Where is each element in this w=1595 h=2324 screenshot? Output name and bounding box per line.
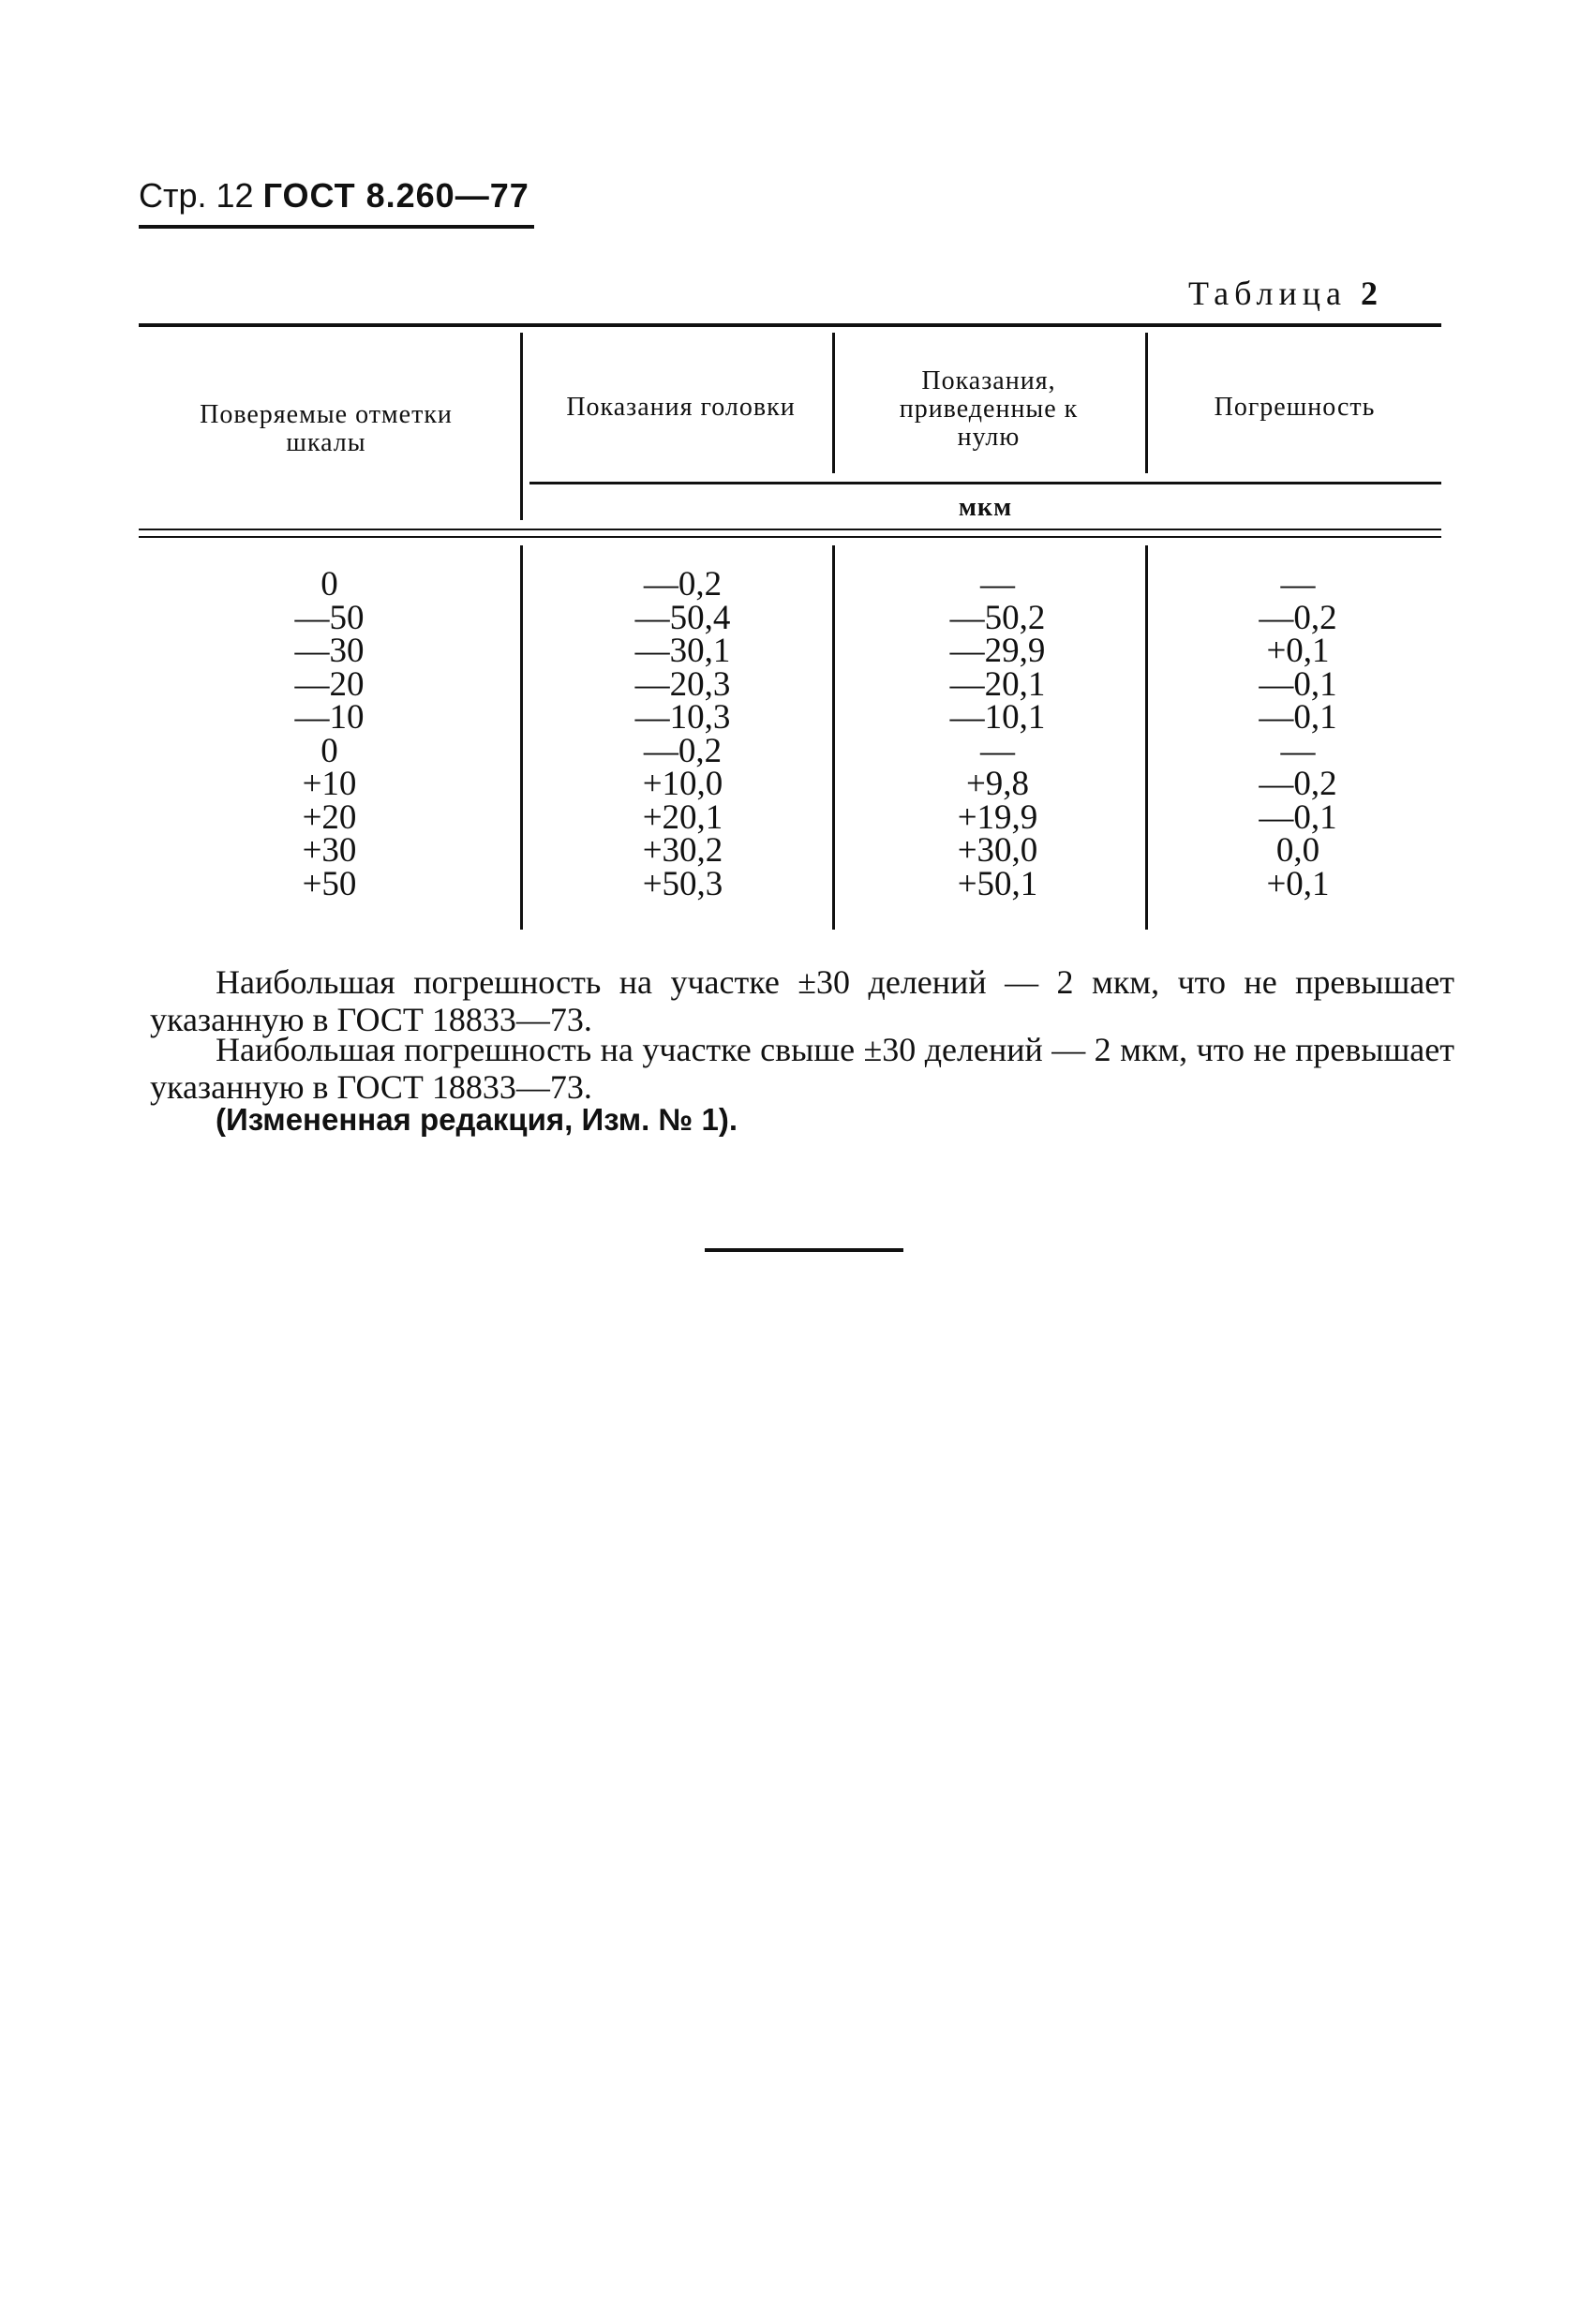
cell-head-reading: —0,2 <box>643 731 723 770</box>
table-caption <box>1188 274 1378 313</box>
cell-zeroed-reading: —50,2 <box>949 598 1046 637</box>
column-header-zeroed-readings: Показания, приведенные к нулю <box>899 366 1079 452</box>
table-row <box>139 767 1441 801</box>
cell-head-reading: +10,0 <box>642 765 723 803</box>
cell-scale-mark: +50 <box>302 864 357 903</box>
table-row <box>139 634 1441 668</box>
cell-head-reading: —30,1 <box>634 632 731 670</box>
cell-zeroed-reading: +50,1 <box>957 864 1038 903</box>
cell-error: —0,1 <box>1259 664 1337 704</box>
cell-error: —0,2 <box>1259 598 1337 637</box>
cell-zeroed-reading: — <box>980 731 1015 770</box>
cell-zeroed-reading: —29,9 <box>949 632 1046 670</box>
cell-zeroed-reading: +19,9 <box>957 797 1038 837</box>
page-header <box>139 176 529 216</box>
end-rule <box>705 1248 903 1252</box>
table-caption-word: Таблица <box>1188 275 1347 312</box>
unit-label: мкм <box>958 493 1013 522</box>
cell-zeroed-reading: — <box>980 565 1015 603</box>
cell-scale-mark: —20 <box>294 664 365 704</box>
cell-scale-mark: +30 <box>302 831 357 870</box>
cell-head-reading: —50,4 <box>634 598 731 637</box>
column-header-error: Погрешность <box>1214 393 1376 422</box>
column-header-head-readings: Показания головки <box>566 393 796 422</box>
table-row <box>139 698 1441 737</box>
cell-scale-mark: —10 <box>294 698 365 737</box>
cell-scale-mark: 0 <box>320 731 338 770</box>
cell-zeroed-reading: +30,0 <box>957 831 1038 870</box>
cell-zeroed-reading: —10,1 <box>949 698 1046 737</box>
cell-error: — <box>1280 565 1316 603</box>
cell-error: — <box>1280 731 1316 770</box>
table-row <box>139 664 1441 704</box>
cell-head-reading: —10,3 <box>634 698 731 737</box>
table-row <box>139 797 1441 837</box>
cell-scale-mark: —30 <box>294 632 365 670</box>
table-header-double-rule <box>139 536 1441 538</box>
page-number: Стр. 12 <box>139 176 254 215</box>
paragraph-max-error-30: Наибольшая погрешность на участке ±30 делений — 2 мкм, что не превышает указанную в ГОСТ 18833—73. <box>150 963 1454 1038</box>
table-row <box>139 864 1441 903</box>
header-rule <box>139 225 534 229</box>
cell-head-reading: +20,1 <box>642 797 723 837</box>
cell-error: —0,2 <box>1259 765 1337 803</box>
standard-designation: ГОСТ 8.260—77 <box>262 176 529 215</box>
cell-head-reading: +30,2 <box>642 831 723 870</box>
cell-scale-mark: +10 <box>302 765 357 803</box>
cell-head-reading: +50,3 <box>642 864 723 903</box>
table-column-divider <box>832 333 835 473</box>
cell-head-reading: —20,3 <box>634 664 731 704</box>
cell-error: 0,0 <box>1275 831 1320 870</box>
cell-zeroed-reading: +9,8 <box>965 765 1030 803</box>
table-row <box>139 731 1441 770</box>
table-row <box>139 598 1441 637</box>
table-body <box>139 565 1441 903</box>
cell-head-reading: —0,2 <box>643 565 723 603</box>
table-caption-number: 2 <box>1360 275 1378 312</box>
table-column-divider <box>520 333 523 520</box>
table-row <box>139 565 1441 603</box>
table-top-rule <box>139 323 1441 327</box>
cell-zeroed-reading: —20,1 <box>949 664 1046 704</box>
revision-note: (Измененная редакция, Изм. № 1). <box>216 1102 738 1137</box>
cell-scale-mark: +20 <box>302 797 357 837</box>
cell-error: —0,1 <box>1259 797 1337 837</box>
paragraph-max-error-over-30: Наибольшая погрешность на участке свыше ±30 делений — 2 мкм, что не превышает указанную в ГОСТ 18833—73. <box>150 1031 1454 1106</box>
table-row <box>139 831 1441 870</box>
cell-error: +0,1 <box>1266 864 1330 903</box>
cell-error: —0,1 <box>1259 698 1337 737</box>
cell-error: +0,1 <box>1266 632 1330 670</box>
cell-scale-mark: 0 <box>320 565 338 603</box>
table-unit-rule <box>529 482 1441 484</box>
table-header-double-rule <box>139 529 1441 530</box>
cell-scale-mark: —50 <box>294 598 365 637</box>
column-header-scale-marks: Поверяемые отметки шкалы <box>200 400 453 457</box>
